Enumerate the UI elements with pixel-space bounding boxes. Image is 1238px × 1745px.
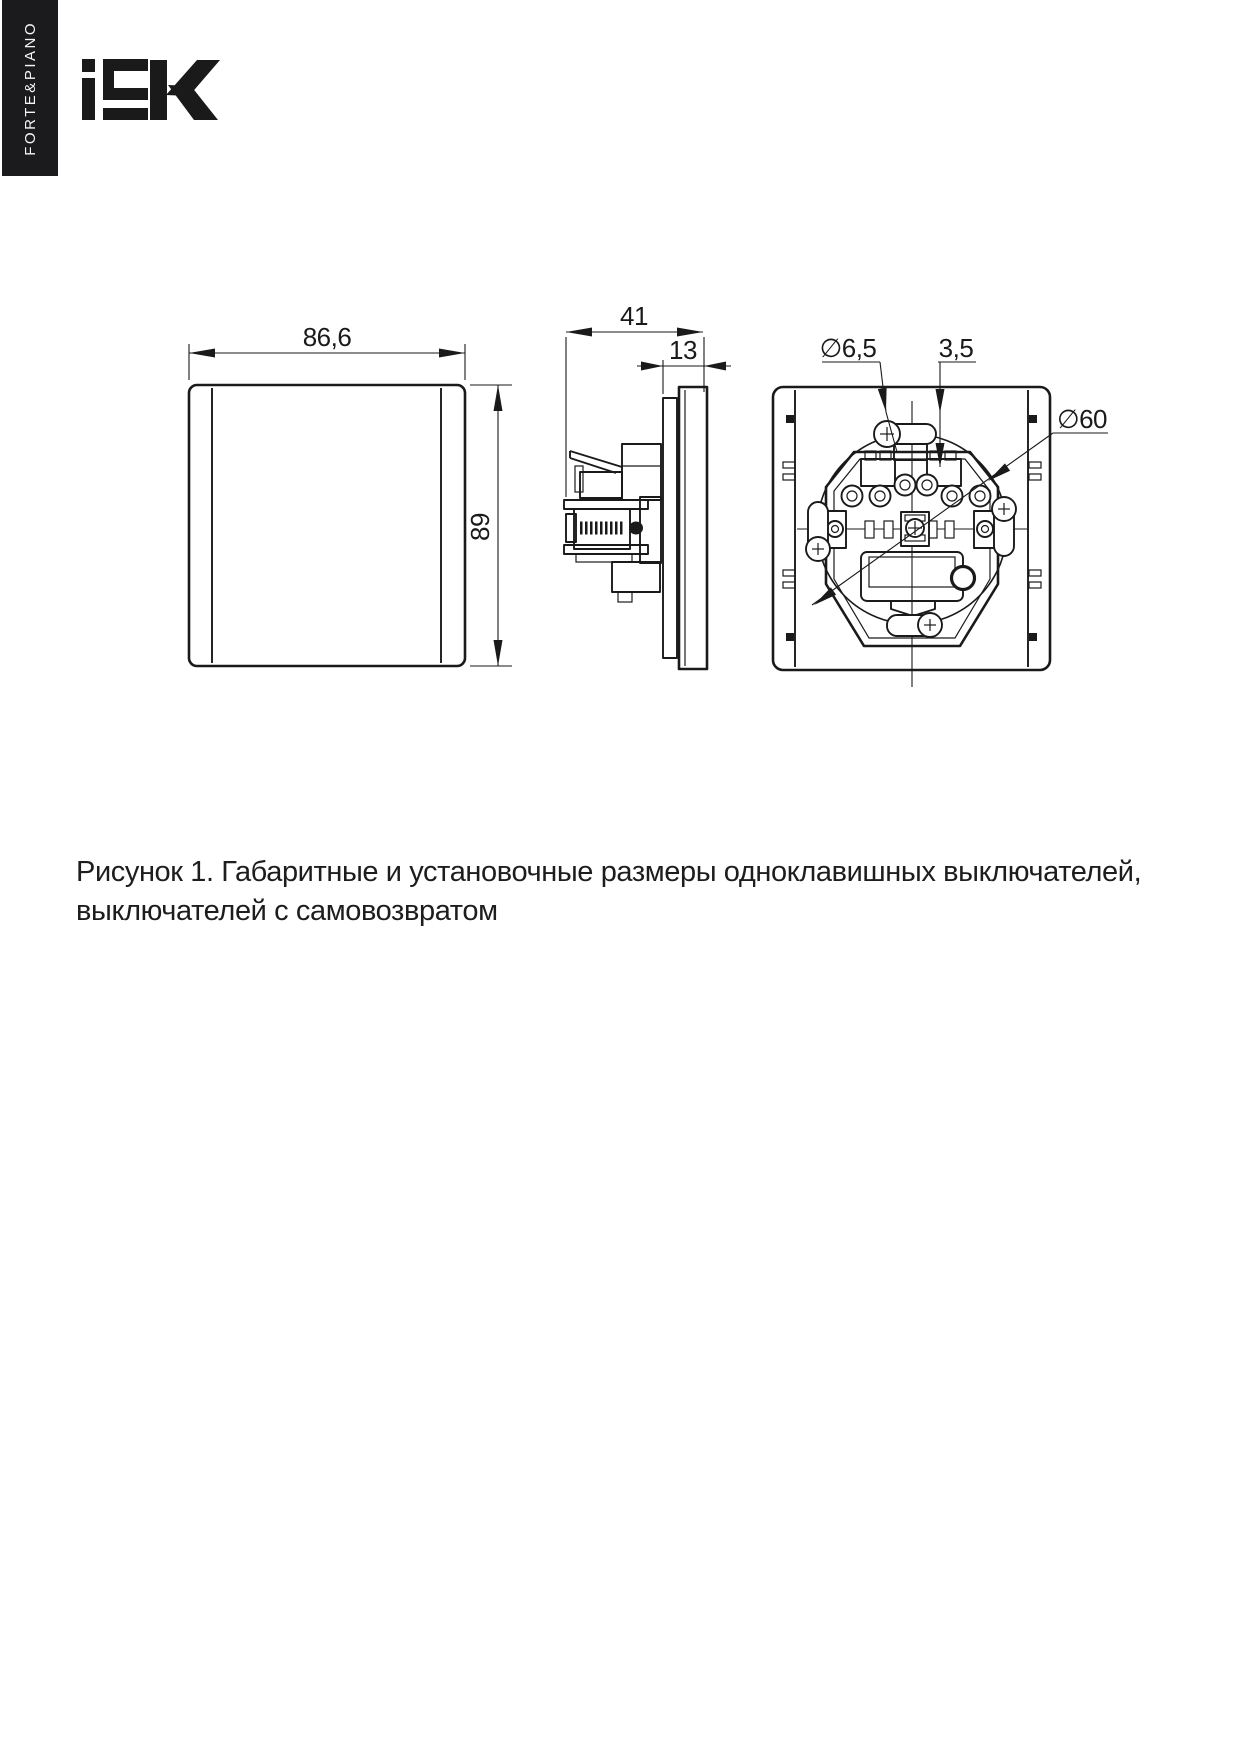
leader-slot (936, 333, 977, 467)
back-view (773, 333, 1108, 687)
terminal-screws (842, 475, 991, 507)
dim-label-mount-hole: ∅6,5 (819, 333, 877, 363)
dim-label-box-diameter: ∅60 (1056, 404, 1108, 434)
figure-caption-line1: Рисунок 1. Габаритные и установочные размеры одноклавишных выключателей, (76, 856, 1142, 888)
dim-label-side-depth: 41 (620, 301, 648, 331)
back-mechanism (824, 432, 998, 646)
dim-label-slot: 3,5 (938, 333, 974, 363)
side-frame-plate (679, 387, 707, 669)
dim-label-front-height: 89 (465, 513, 495, 541)
brand-strip-label: FORTE&PIANO (21, 20, 39, 156)
dim-side-depth (566, 301, 704, 497)
dim-front-height (465, 385, 512, 666)
dim-side-faceplate (637, 335, 731, 394)
dim-front-width (189, 322, 465, 380)
side-cover-plate (663, 398, 677, 658)
side-view (564, 301, 731, 669)
dim-label-side-faceplate: 13 (669, 335, 697, 365)
figure-caption (76, 853, 1196, 931)
dim-label-front-width: 86,6 (302, 322, 352, 352)
front-view (189, 322, 512, 666)
front-faceplate (189, 385, 465, 666)
figure-caption-line2: выключателей с самовозвратом (76, 895, 498, 927)
side-mechanism (564, 444, 661, 602)
